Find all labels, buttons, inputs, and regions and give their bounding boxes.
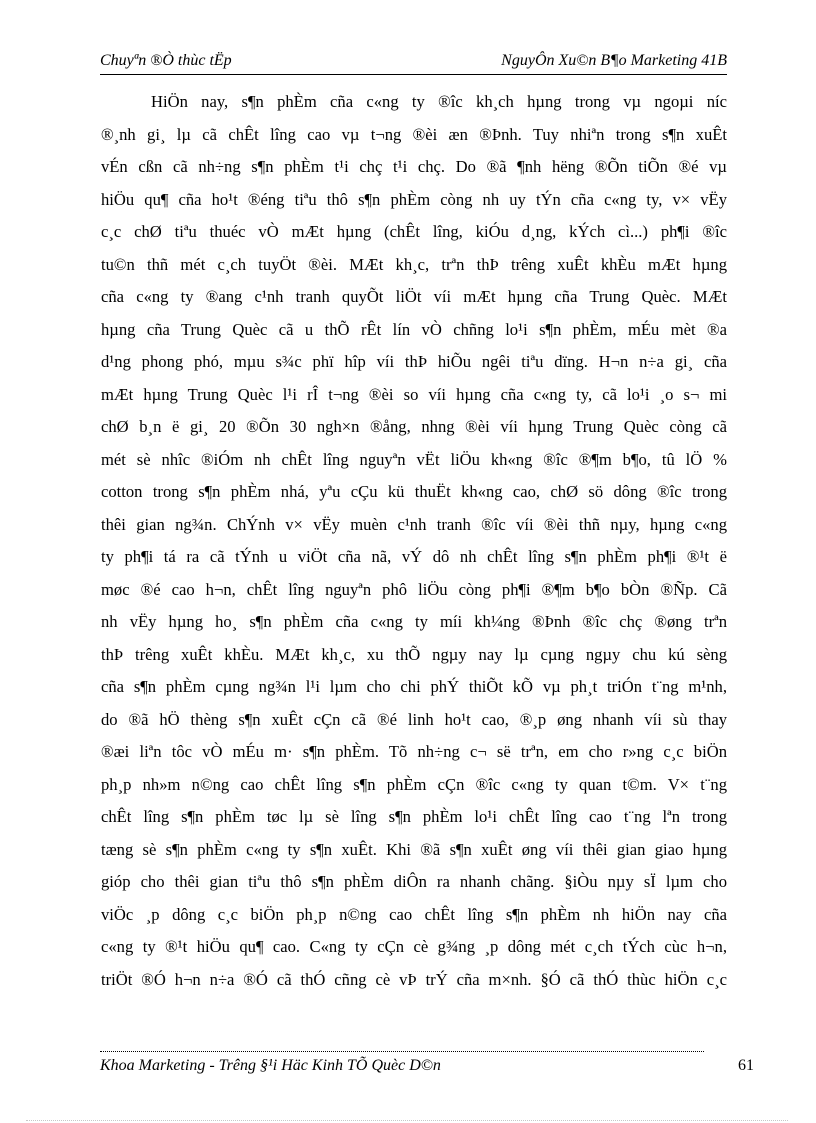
text-line: mét sè nhîc ®iÓm nh chÊt lîng nguyªn vËt liÖu kh«ng ®îc ®¶m b¶o, tû lÖ %	[101, 449, 727, 469]
text-line: c¸c chØ tiªu thuéc vÒ mÆt hµng (chÊt lîng, kiÓu d¸ng, kÝch cì...) ph¶i ®îc	[101, 222, 727, 241]
text-line: viÖc ¸p dông c¸c biÖn ph¸p n©ng cao chÊt lîng s¶n phÈm nh hiÖn nay cña	[101, 904, 727, 924]
header-chapter-title: Chuyªn ®Ò thùc tËp	[100, 52, 232, 69]
text-line: chÊt lîng s¶n phÈm tøc lµ sè lîng s¶n phÈm lo¹i chÊt lîng cao t¨ng lªn trong	[101, 807, 727, 826]
body-paragraph	[101, 86, 727, 996]
text-line: thÞ trêng xuÊt khÈu. MÆt kh¸c, xu thÕ ngµy nay lµ cµng ngµy chu kú sèng	[101, 644, 727, 664]
text-line: hiÖu qu¶ cña ho¹t ®éng tiªu thô s¶n phÈm còng nh uy tÝn cña c«ng ty, v× vËy	[101, 189, 727, 209]
text-line: tu©n thñ mét c¸ch tuyÖt ®èi. MÆt kh¸c, trªn thÞ trêng xuÊt khÈu mÆt hµng	[101, 254, 727, 274]
text-line: chØ b¸n ë gi¸ 20 ®Õn 30 ngh×n ®ång, nhng ®èi víi hµng Trung Quèc còng cã	[101, 417, 727, 436]
text-line: ®æi liªn tôc vÒ mÉu m· s¶n phÈm. Tõ nh÷ng c¬ së trªn, em cho r»ng c¸c biÖn	[101, 742, 727, 761]
text-line: d¹ng phong phó, mµu s¾c phï hîp víi thÞ hiÕu ngêi tiªu dïng. H¬n n÷a gi¸ cña	[101, 352, 727, 371]
text-line: cña c«ng ty ®ang c¹nh tranh quyÕt liÖt víi mÆt hµng cña Trung Quèc. MÆt	[101, 287, 727, 306]
text-line: mÆt hµng Trung Quèc l¹i rÎ t¬ng ®èi so víi hµng cña c«ng ty, cã lo¹i ¸o s¬ mi	[101, 384, 727, 404]
text-line: nh vËy hµng ho¸ s¶n phÈm cña c«ng ty míi kh¼ng ®Þnh ®îc chç ®øng trªn	[101, 612, 727, 631]
page-number: 61	[738, 1057, 754, 1074]
text-line: HiÖn nay, s¶n phÈm cña c«ng ty ®îc kh¸ch hµng trong vµ ngoµi níc	[151, 92, 727, 111]
text-line: cotton trong s¶n phÈm nhá, yªu cÇu kü thuËt kh«ng cao, chØ sö dông ®îc trong	[101, 482, 727, 501]
text-line: do ®ã hÖ thèng s¶n xuÊt cÇn cã ®é linh ho¹t cao, ®¸p øng nhanh víi sù thay	[101, 709, 727, 729]
text-line: triÖt ®Ó h¬n n÷a ®Ó cã thÓ cñng cè vÞ trÝ cña m×nh. §Ó cã thÓ thùc hiÖn c¸c	[101, 969, 727, 989]
footer-institution: Khoa Marketing - Trêng §¹i Häc Kinh TÕ Quèc D©n	[100, 1057, 441, 1074]
text-line: cña s¶n phÈm cµng ng¾n l¹i lµm cho chi phÝ thiÕt kÕ vµ ph¸t triÓn t¨ng m¹nh,	[101, 677, 727, 696]
page-header	[100, 52, 727, 75]
text-line: hµng cña Trung Quèc cã u thÕ rÊt lín vÒ chñng lo¹i s¶n phÈm, mÉu mèt ®a	[101, 319, 727, 339]
text-line: vÉn cßn cã nh÷ng s¶n phÈm t¹i chç t¹i chç. Do ®ã ¶nh hëng ®Õn tiÕn ®é vµ	[101, 157, 727, 176]
text-line: ph¸p nh»m n©ng cao chÊt lîng s¶n phÈm cÇn ®îc c«ng ty quan t©m. V× t¨ng	[101, 774, 727, 794]
footer-divider	[100, 1051, 704, 1052]
text-line: møc ®é cao h¬n, chÊt lîng nguyªn phô liÖu còng ph¶i ®¶m b¶o bÒn ®Ñp. Cã	[101, 579, 727, 599]
text-line: c«ng ty ®¹t hiÖu qu¶ cao. C«ng ty cÇn cè g¾ng ¸p dông mét c¸ch tÝch cùc h¬n,	[101, 937, 727, 956]
page-bottom-border	[26, 1120, 788, 1121]
text-line: ®¸nh gi¸ lµ cã chÊt lîng cao vµ t¬ng ®èi æn ®Þnh. Tuy nhiªn trong s¶n xuÊt	[101, 124, 727, 144]
text-line: tæng sè s¶n phÈm c«ng ty s¶n xuÊt. Khi ®ã s¶n xuÊt øng víi thêi gian giao hµng	[101, 839, 727, 859]
header-author-class: NguyÔn Xu©n B¶o Marketing 41B	[501, 52, 727, 69]
text-line: ty ph¶i tá ra cã tÝnh u viÖt cña nã, vÝ dô nh chÊt lîng s¶n phÈm ph¶i ®¹t ë	[101, 547, 727, 566]
text-line: gióp cho thêi gian tiªu thô s¶n phÈm diÔn ra nhanh chãng. §iÒu nµy sÏ lµm cho	[101, 872, 727, 891]
text-line: thêi gian ng¾n. ChÝnh v× vËy muèn c¹nh tranh ®îc víi ®èi thñ nµy, hµng c«ng	[101, 514, 727, 534]
